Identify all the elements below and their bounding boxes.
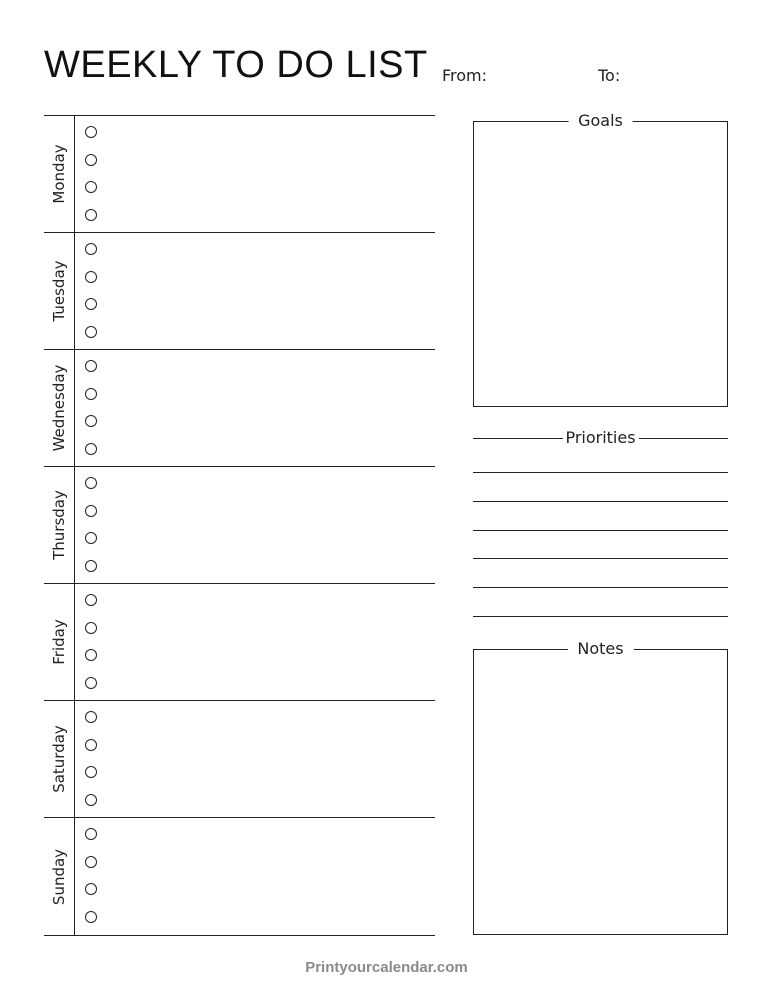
task-checkbox[interactable] <box>85 126 97 138</box>
priority-line[interactable] <box>473 616 728 617</box>
task-checkbox[interactable] <box>85 388 97 400</box>
day-label-column <box>44 584 75 700</box>
day-label: Sunday <box>50 848 68 905</box>
day-label: Monday <box>50 144 68 204</box>
task-checkbox-list <box>85 594 97 704</box>
day-label-column <box>44 818 75 935</box>
day-row-wednesday <box>44 349 435 466</box>
footer-brand: Printyourcalendar.com <box>305 959 468 976</box>
task-checkbox[interactable] <box>85 677 97 689</box>
task-checkbox[interactable] <box>85 560 97 572</box>
task-checkbox[interactable] <box>85 856 97 868</box>
page-title: WEEKLY TO DO LIST <box>44 44 428 86</box>
day-label-column <box>44 233 75 349</box>
task-checkbox[interactable] <box>85 911 97 923</box>
task-checkbox-list <box>85 711 97 821</box>
priority-line[interactable] <box>473 587 728 588</box>
day-label: Wednesday <box>50 364 68 452</box>
task-checkbox[interactable] <box>85 181 97 193</box>
day-label: Saturday <box>50 725 68 793</box>
task-checkbox[interactable] <box>85 711 97 723</box>
task-checkbox[interactable] <box>85 477 97 489</box>
weekly-task-grid <box>44 115 435 936</box>
priority-line[interactable] <box>473 501 728 502</box>
from-date-label: From: <box>442 66 488 85</box>
task-checkbox[interactable] <box>85 298 97 310</box>
priorities-title: Priorities <box>562 428 638 447</box>
task-checkbox[interactable] <box>85 271 97 283</box>
task-checkbox[interactable] <box>85 154 97 166</box>
task-checkbox[interactable] <box>85 594 97 606</box>
task-checkbox-list <box>85 243 97 353</box>
task-checkbox[interactable] <box>85 443 97 455</box>
task-checkbox[interactable] <box>85 883 97 895</box>
task-checkbox[interactable] <box>85 532 97 544</box>
to-date-label: To: <box>598 66 621 85</box>
day-label-column <box>44 350 75 466</box>
task-checkbox[interactable] <box>85 209 97 221</box>
priorities-header <box>473 428 728 448</box>
task-checkbox[interactable] <box>85 505 97 517</box>
day-label-column <box>44 116 75 232</box>
day-label: Friday <box>50 619 68 665</box>
priority-line[interactable] <box>473 558 728 559</box>
task-checkbox[interactable] <box>85 326 97 338</box>
task-checkbox[interactable] <box>85 828 97 840</box>
day-row-saturday <box>44 700 435 817</box>
notes-title: Notes <box>567 639 633 658</box>
goals-box[interactable] <box>473 111 728 407</box>
task-checkbox[interactable] <box>85 415 97 427</box>
task-checkbox-list <box>85 477 97 587</box>
task-checkbox[interactable] <box>85 649 97 661</box>
priority-line[interactable] <box>473 530 728 531</box>
day-row-sunday <box>44 817 435 936</box>
day-row-friday <box>44 583 435 700</box>
task-checkbox[interactable] <box>85 360 97 372</box>
day-label-column <box>44 701 75 817</box>
task-checkbox[interactable] <box>85 622 97 634</box>
task-checkbox-list <box>85 360 97 470</box>
task-checkbox-list <box>85 126 97 236</box>
day-row-tuesday <box>44 232 435 349</box>
goals-title: Goals <box>568 111 633 130</box>
notes-box[interactable] <box>473 639 728 935</box>
day-row-monday <box>44 115 435 232</box>
day-label: Tuesday <box>50 260 68 322</box>
day-label: Thursday <box>50 490 68 560</box>
priority-line[interactable] <box>473 472 728 473</box>
day-row-thursday <box>44 466 435 583</box>
day-label-column <box>44 467 75 583</box>
task-checkbox[interactable] <box>85 794 97 806</box>
task-checkbox-list <box>85 828 97 938</box>
task-checkbox[interactable] <box>85 739 97 751</box>
task-checkbox[interactable] <box>85 766 97 778</box>
task-checkbox[interactable] <box>85 243 97 255</box>
